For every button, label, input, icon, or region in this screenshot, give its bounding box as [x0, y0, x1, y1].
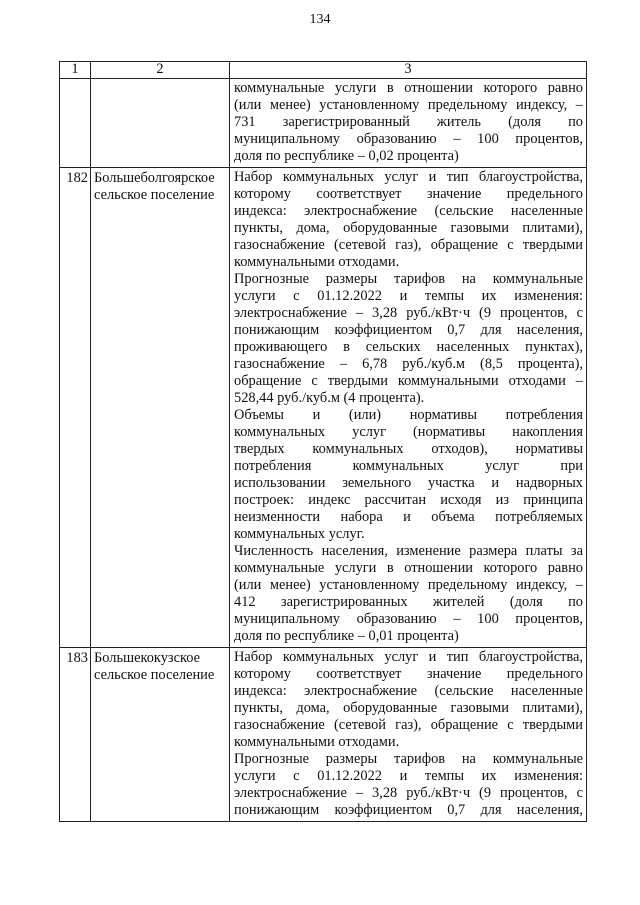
text-line: услуги с 01.12.2022 и темпы их изменения: [234, 288, 583, 304]
text-line: индекса: электроснабжение (сельские населенные [234, 683, 583, 699]
description-cell [230, 168, 587, 648]
settlement-name-line: сельское поселение [94, 667, 215, 683]
settlement-name-line: Большекокузское [94, 650, 201, 666]
text-line: коммунальных услуг (нормативы накопления [234, 424, 583, 440]
table-row [60, 168, 587, 648]
description-paragraph [234, 751, 583, 819]
text-line: 528,44 руб./куб.м (4 процента). [234, 390, 425, 406]
text-line: понижающим коэффициентом 0,7 для населения, [234, 322, 583, 338]
page-number: 134 [309, 12, 331, 27]
settlement-name [91, 168, 230, 648]
settlement-name [91, 79, 230, 168]
text-line: неизменности набора и объема потребляемых [234, 509, 583, 525]
column-header-1: 1 [60, 62, 91, 79]
description-paragraph [234, 407, 583, 543]
settlement-name-line: Большеболгоярское [94, 170, 215, 186]
text-line: Набор коммунальных услуг и тип благоустройства, [234, 169, 583, 185]
column-header-3: 3 [230, 62, 587, 79]
row-number: 182 [60, 168, 91, 648]
text-line: газоснабжение (сетевой газ), обращение с твердыми [234, 237, 583, 253]
text-line: проживающего в сельских населенных пунктах), [234, 339, 583, 355]
text-line: газоснабжение (сетевой газ), обращение с твердыми [234, 717, 583, 733]
description-paragraph [234, 80, 583, 165]
table-body [60, 79, 587, 822]
text-line: услуги с 01.12.2022 и темпы их изменения: [234, 768, 583, 784]
text-line: муниципальному образованию – 100 процентов, [234, 611, 583, 627]
text-line: понижающим коэффициентом 0,7 для населения, [234, 802, 583, 818]
text-line: твердых коммунальных отходов), нормативы [234, 441, 583, 457]
text-line: 731 зарегистрированный житель (доля по [234, 114, 583, 130]
text-line: использовании земельного участка и надворных [234, 475, 583, 491]
description-cell [230, 79, 587, 168]
text-line: обращение с твердыми коммунальными отходами – [234, 373, 583, 389]
table-row [60, 648, 587, 822]
row-number: 183 [60, 648, 91, 822]
table-header [60, 62, 587, 79]
description-cell [230, 648, 587, 822]
text-line: 412 зарегистрированных жителей (доля по [234, 594, 583, 610]
text-line: коммунальными отходами. [234, 254, 400, 270]
settlement-name-line: сельское поселение [94, 187, 215, 203]
description-paragraph [234, 271, 583, 407]
text-line: коммунальные услуги в отношении которого равно [234, 80, 583, 96]
text-line: построек: индекс рассчитан исходя из принципа [234, 492, 583, 508]
text-line: пункты, дома, оборудованные газовыми плитами), [234, 220, 583, 236]
text-line: электроснабжение – 3,28 руб./кВт·ч (9 процентов, с [234, 305, 583, 321]
text-line: которому соответствует значение предельного [234, 186, 583, 202]
row-number [60, 79, 91, 168]
text-line: Численность населения, изменение размера платы за [234, 543, 583, 559]
text-line: муниципальному образованию – 100 процентов, [234, 131, 583, 147]
text-line: доля по республике – 0,01 процента) [234, 628, 459, 644]
text-line: электроснабжение – 3,28 руб./кВт·ч (9 процентов, с [234, 785, 583, 801]
text-line: коммунальными отходами. [234, 734, 400, 750]
column-header-2: 2 [91, 62, 230, 79]
description-paragraph [234, 543, 583, 645]
table-row [60, 79, 587, 168]
text-line: которому соответствует значение предельного [234, 666, 583, 682]
text-line: газоснабжение – 6,78 руб./куб.м (8,5 процента), [234, 356, 583, 372]
text-line: (или менее) установленному предельному индексу, – [234, 97, 583, 113]
text-line: коммунальных услуг. [234, 526, 365, 542]
text-line: пункты, дома, оборудованные газовыми плитами), [234, 700, 583, 716]
text-line: потребления коммунальных услуг при [234, 458, 583, 474]
settlement-name [91, 648, 230, 822]
text-line: Прогнозные размеры тарифов на коммунальные [234, 271, 583, 287]
text-line: коммунальные услуги в отношении которого равно [234, 560, 583, 576]
text-line: Прогнозные размеры тарифов на коммунальные [234, 751, 583, 767]
description-paragraph [234, 649, 583, 751]
text-line: (или менее) установленному предельному индексу, – [234, 577, 583, 593]
text-line: Объемы и (или) нормативы потребления [234, 407, 583, 423]
tariff-table [59, 61, 587, 822]
text-line: Набор коммунальных услуг и тип благоустройства, [234, 649, 583, 665]
text-line: доля по республике – 0,02 процента) [234, 148, 459, 164]
description-paragraph [234, 169, 583, 271]
text-line: индекса: электроснабжение (сельские населенные [234, 203, 583, 219]
